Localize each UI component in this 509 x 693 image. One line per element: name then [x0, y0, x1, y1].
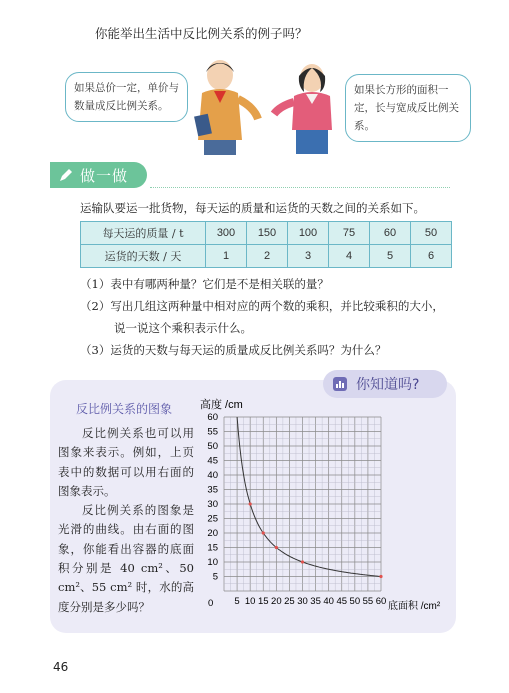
- table-cell: 100: [288, 222, 329, 245]
- question-list: [80, 273, 480, 361]
- girl-illustration: [270, 58, 345, 155]
- y-tick-label: 40: [207, 470, 218, 481]
- x-tick-label: 35: [310, 596, 321, 607]
- x-tick-label: 30: [297, 596, 308, 607]
- x-tick-label: 60: [375, 596, 387, 607]
- y-tick-label: 45: [207, 455, 218, 467]
- table-cell: 150: [247, 222, 288, 245]
- data-point: [262, 531, 265, 534]
- x-tick-label: 55: [362, 596, 374, 607]
- did-you-know-tab: [323, 370, 447, 398]
- y-tick-label: 5: [212, 571, 218, 583]
- x-tick-label: 40: [323, 596, 334, 607]
- data-point: [379, 575, 382, 578]
- origin-label: 0: [208, 598, 214, 609]
- chart-grid: [224, 417, 381, 591]
- row-header: 运货的天数 / 天: [81, 245, 206, 268]
- speech-bubble-right: 如果长方形的面积一定，长与宽成反比例关系。: [345, 74, 471, 142]
- x-tick-label: 25: [284, 596, 295, 607]
- data-point: [275, 546, 278, 549]
- data-table: [80, 221, 452, 268]
- row-header: 每天运的质量 / t: [81, 222, 206, 245]
- x-tick-label: 10: [244, 596, 256, 607]
- y-tick-label: 60: [207, 412, 218, 423]
- boy-illustration: [182, 55, 262, 155]
- y-tick-label: 55: [207, 426, 218, 438]
- table-row: [81, 245, 452, 268]
- x-tick-label: 15: [257, 596, 269, 607]
- y-tick-label: 30: [207, 499, 218, 510]
- table-cell: 5: [370, 245, 411, 268]
- y-tick-label: 20: [207, 528, 218, 539]
- question-2: （2）写出几组这两种量中相对应的两个数的乘积，并比较乘积的大小，: [80, 299, 444, 313]
- speech-bubble-left: 如果总价一定，单价与数量成反比例关系。: [65, 72, 188, 122]
- y-tick-label: 15: [207, 542, 218, 554]
- y-axis-label: 高度 /cm: [200, 399, 243, 411]
- question-1: （1）表中有哪两种量？它们是不是相关联的量？: [80, 277, 329, 291]
- x-tick-label: 50: [349, 596, 361, 607]
- intro-text: 运输队要运一批货物，每天运的质量和运货的天数之间的关系如下。: [80, 201, 425, 215]
- panel-title: 反比例关系的图象: [76, 402, 173, 416]
- table-cell: 4: [329, 245, 370, 268]
- y-tick-label: 50: [207, 441, 218, 452]
- y-tick-label: 25: [207, 513, 218, 525]
- top-question: 你能举出生活中反比例关系的例子吗？: [95, 26, 308, 41]
- table-cell: 75: [329, 222, 370, 245]
- section-header: [50, 162, 147, 188]
- data-point: [249, 502, 252, 505]
- panel-text: [58, 424, 194, 617]
- table-cell: 60: [370, 222, 411, 245]
- panel-paragraph: 反比例关系的图象是光滑的曲线。由右面的图象，你能看出容器的底面积分别是 40 cm²、50 cm²、55 cm² 时，水的高度分别是多少吗？: [58, 503, 194, 614]
- question-2-cont: 说一说这个乘积表示什么。: [114, 321, 252, 335]
- x-axis-label: 底面积 /cm²: [388, 601, 441, 612]
- table-cell: 2: [247, 245, 288, 268]
- chart-ticks: [207, 412, 386, 607]
- table-cell: 300: [206, 222, 247, 245]
- table-cell: 1: [206, 245, 247, 268]
- dotted-divider: [150, 187, 450, 188]
- y-tick-label: 10: [207, 557, 218, 568]
- x-tick-label: 5: [234, 596, 240, 607]
- did-you-know-label: 你知道吗?: [356, 377, 420, 393]
- table-row: [81, 222, 452, 245]
- x-tick-label: 45: [336, 596, 348, 607]
- panel-paragraph: 反比例关系也可以用图象来表示。例如，上页表中的数据可以用右面的图象表示。: [58, 426, 194, 498]
- section-title: 做一做: [80, 167, 129, 185]
- x-tick-label: 20: [271, 596, 282, 607]
- pencil-icon: [58, 167, 74, 183]
- question-3: （3）运货的天数与每天运的质量成反比例关系吗？为什么？: [80, 343, 387, 357]
- bar-chart-icon: [333, 377, 347, 391]
- table-cell: 50: [411, 222, 452, 245]
- table-cell: 3: [288, 245, 329, 268]
- data-point: [301, 560, 304, 563]
- y-tick-label: 35: [207, 484, 218, 496]
- page-number: 46: [53, 660, 69, 674]
- inverse-proportion-chart: [195, 395, 455, 620]
- table-cell: 6: [411, 245, 452, 268]
